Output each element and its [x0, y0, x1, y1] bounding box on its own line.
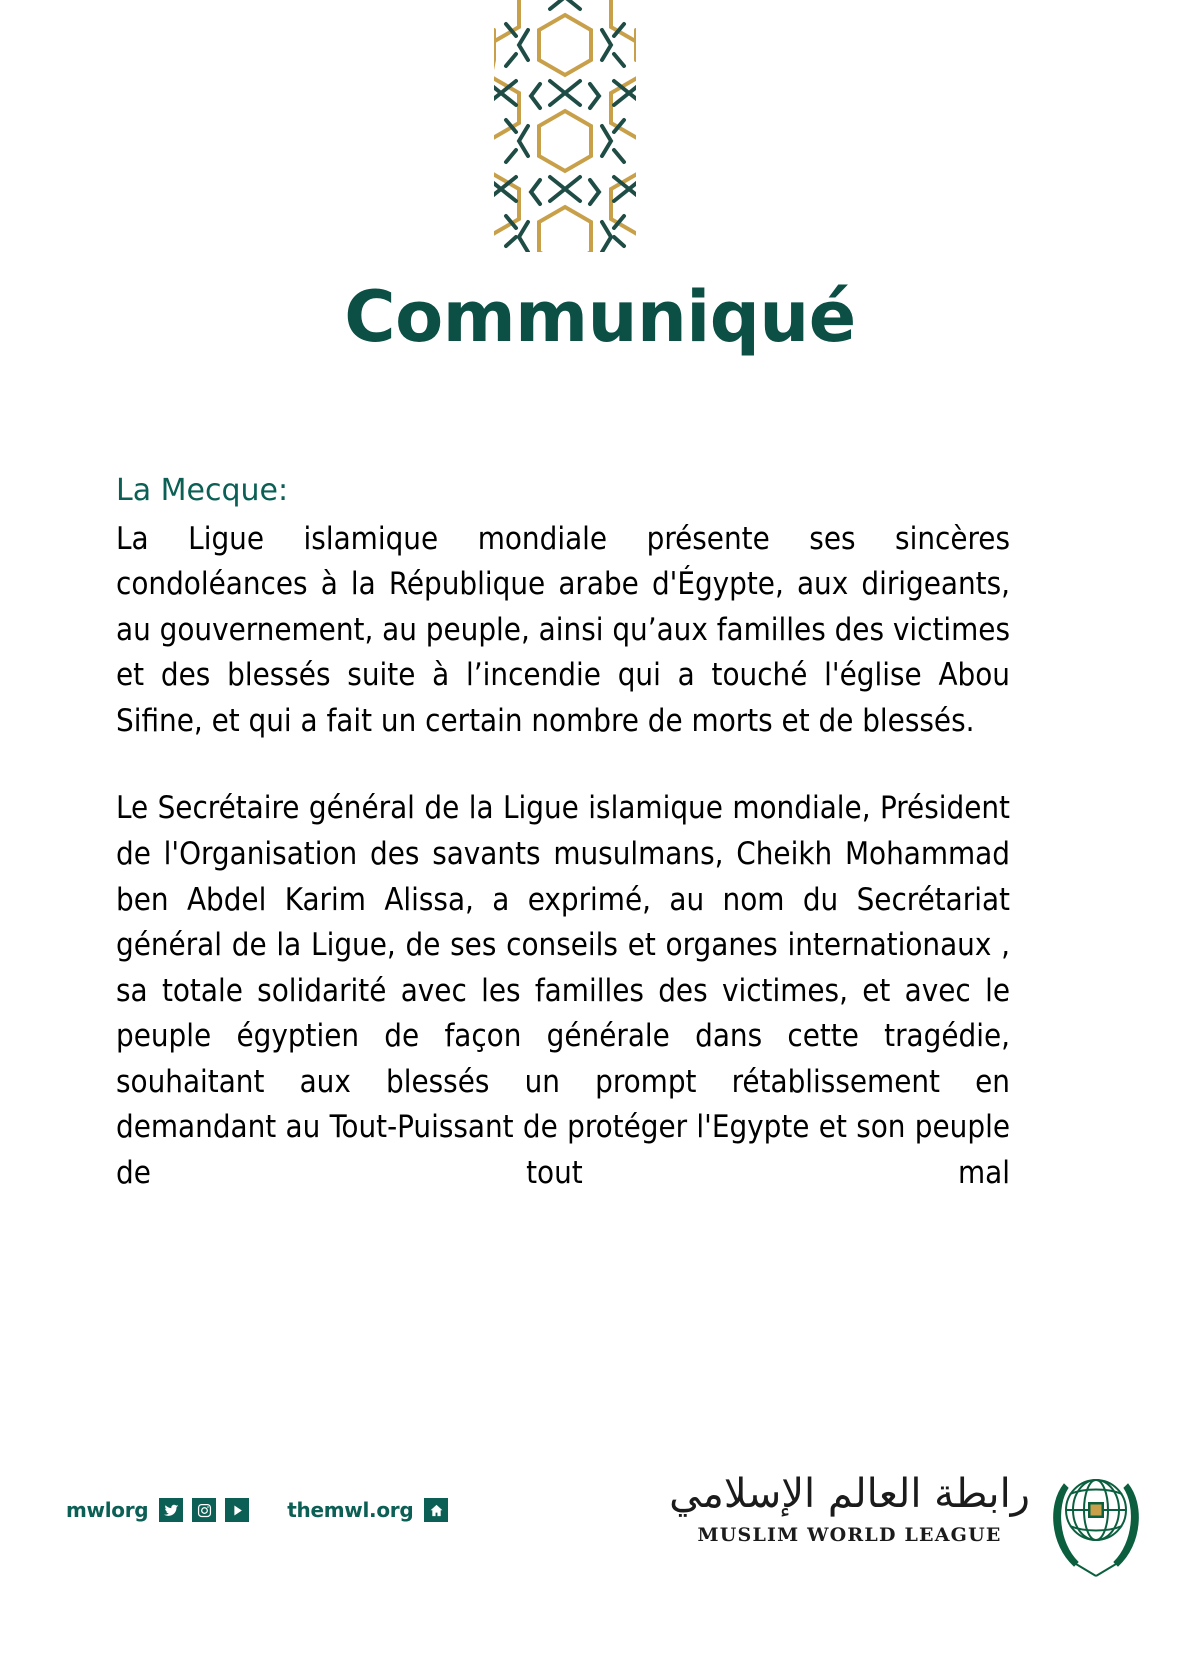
youtube-icon[interactable] — [225, 1498, 249, 1522]
home-icon[interactable] — [424, 1498, 448, 1522]
instagram-icon[interactable] — [192, 1498, 216, 1522]
document-body — [116, 470, 1010, 1242]
footer — [0, 1460, 1200, 1670]
social-links-row — [66, 1498, 451, 1522]
twitter-icon[interactable] — [159, 1498, 183, 1522]
logo-text-column — [669, 1466, 1030, 1546]
logo-english-name: MUSLIM WORLD LEAGUE — [697, 1524, 1002, 1546]
paragraph-2: Le Secrétaire général de la Ligue islamique mondiale, Président de l'Organisation des savants musulmans, Cheikh Mohammad ben Abdel Karim Alissa, a exprimé, au nom du Secrétariat général de la Ligue, de ses conseils et organes internationaux , sa totale solidarité avec les familles des victimes, et avec le peuple égyptien de façon générale dans cette tragédie, souhaitant aux blessés un prompt rétablissement en demandant au Tout-Puissant de protéger l'Egypte et son peuple de tout mal — [116, 790, 1010, 1191]
social-handle-label: mwlorg — [66, 1498, 149, 1522]
logo-arabic-name: رابطة العالم الإسلامي — [669, 1471, 1030, 1517]
islamic-geometric-pattern-icon — [494, 0, 636, 252]
dateline-city: La Mecque: — [116, 473, 289, 508]
globe-wreath-emblem-icon — [1044, 1466, 1148, 1578]
website-label: themwl.org — [287, 1498, 414, 1522]
organization-logo — [669, 1466, 1148, 1578]
header-ornament — [0, 0, 1200, 252]
title-container — [0, 276, 1200, 358]
paragraph-1: La Ligue islamique mondiale présente ses sincères condoléances à la République arabe d'Égypte, aux dirigeants, au gouvernement, au peuple, ainsi qu’aux familles des victimes et des blessés suite à l’incendie qui a touché l'église Abou Sifine, et qui a fait un certain nombre de morts et de blessés. — [116, 520, 1010, 739]
page-title: Communiqué — [344, 276, 856, 358]
